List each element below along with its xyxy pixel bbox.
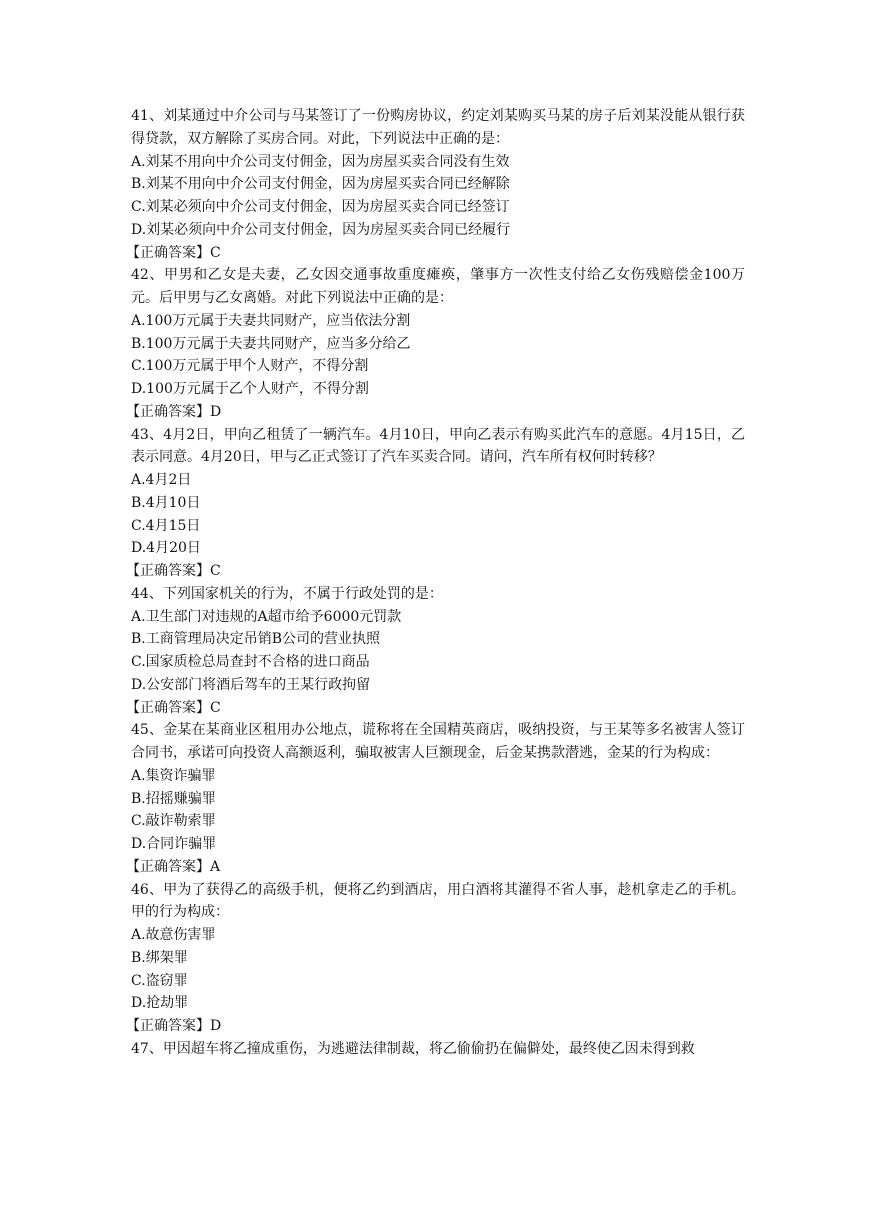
correct-answer: 【正确答案】C <box>126 699 221 716</box>
option-c: C.敲诈勒索罪 <box>131 813 216 830</box>
question-stem: 46、甲为了获得乙的高级手机，便将乙约到酒店，用白酒将其灌得不省人事，趁机拿走乙的手机。甲的行为构成： <box>131 881 745 921</box>
question-stem: 41、刘某通过中介公司与马某签订了一份购房协议，约定刘某购买马某的房子后刘某没能从银行获得贷款，双方解除了买房合同。对此，下列说法中正确的是： <box>131 108 745 147</box>
question-stem: 47、甲因超车将乙撞成重伤，为逃避法律制裁，将乙偷偷扔在偏僻处，最终使乙因未得到救 <box>131 1040 695 1057</box>
option-d: D.刘某必须向中介公司支付佣金，因为房屋买卖合同已经履行 <box>131 221 511 238</box>
option-c: C.刘某必须向中介公司支付佣金，因为房屋买卖合同已经签订 <box>131 199 510 215</box>
option-a: A.刘某不用向中介公司支付佣金，因为房屋买卖合同没有生效 <box>131 153 510 170</box>
question-44 <box>126 583 745 720</box>
question-stem: 43、4月2日，甲向乙租赁了一辆汽车。4月10日，甲向乙表示有购买此汽车的意愿。4月15日，乙表示同意。4月20日，甲与乙正式签订了汽车买卖合同。请问，汽车所有权何时转移？ <box>131 426 745 466</box>
correct-answer: 【正确答案】D <box>126 403 222 420</box>
option-d: D.抢劫罪 <box>131 995 189 1012</box>
option-d: D.4月20日 <box>131 540 201 557</box>
option-b: B.刘某不用向中介公司支付佣金，因为房屋买卖合同已经解除 <box>131 176 510 193</box>
question-stem: 44、下列国家机关的行为，不属于行政处罚的是： <box>131 585 443 602</box>
question-stem: 42、甲男和乙女是夫妻，乙女因交通事故重度瘫痪，肇事方一次性支付给乙女伤残赔偿金100万元。后甲男与乙女离婚。对此下列说法中正确的是： <box>131 267 745 306</box>
correct-answer: 【正确答案】C <box>126 563 221 579</box>
option-a: A.卫生部门对违规的A超市给予6000元罚款 <box>131 608 402 625</box>
correct-answer: 【正确答案】C <box>126 244 221 261</box>
option-c: C.100万元属于甲个人财产，不得分割 <box>131 358 369 375</box>
option-a: A.故意伤害罪 <box>131 927 216 943</box>
option-b: B.绑架罪 <box>131 949 188 966</box>
option-c: C.4月15日 <box>131 517 201 534</box>
option-b: B.100万元属于夫妻共同财产，应当多分给乙 <box>131 335 411 352</box>
option-a: A.100万元属于夫妻共同财产，应当依法分割 <box>131 312 411 329</box>
option-c: C.盗窃罪 <box>131 972 188 989</box>
option-d: D.100万元属于乙个人财产，不得分割 <box>131 381 369 397</box>
question-stem: 45、金某在某商业区租用办公地点，谎称将在全国精英商店，吸纳投资，与王某等多名被害人签订合同书，承诺可向投资人高额返利，骗取被害人巨额现金，后金某携款潜逃，金某的行为构成： <box>131 722 745 761</box>
option-d: D.公安部门将酒后驾车的王某行政拘留 <box>131 676 371 693</box>
question-45 <box>126 719 745 878</box>
option-b: B.招摇赚骗罪 <box>131 790 216 807</box>
question-list <box>126 105 745 1061</box>
correct-answer: 【正确答案】A <box>126 858 221 875</box>
question-47 <box>131 1038 745 1061</box>
option-a: A.集资诈骗罪 <box>131 767 216 784</box>
option-c: C.国家质检总局查封不合格的进口商品 <box>131 654 370 670</box>
option-b: B.4月10日 <box>131 494 201 511</box>
question-42 <box>126 264 745 423</box>
option-d: D.合同诈骗罪 <box>131 836 217 852</box>
question-43 <box>126 424 745 583</box>
question-41 <box>126 105 745 264</box>
option-a: A.4月2日 <box>131 472 192 488</box>
question-46 <box>126 879 745 1038</box>
correct-answer: 【正确答案】D <box>126 1018 222 1034</box>
option-b: B.工商管理局决定吊销B公司的营业执照 <box>131 631 381 648</box>
